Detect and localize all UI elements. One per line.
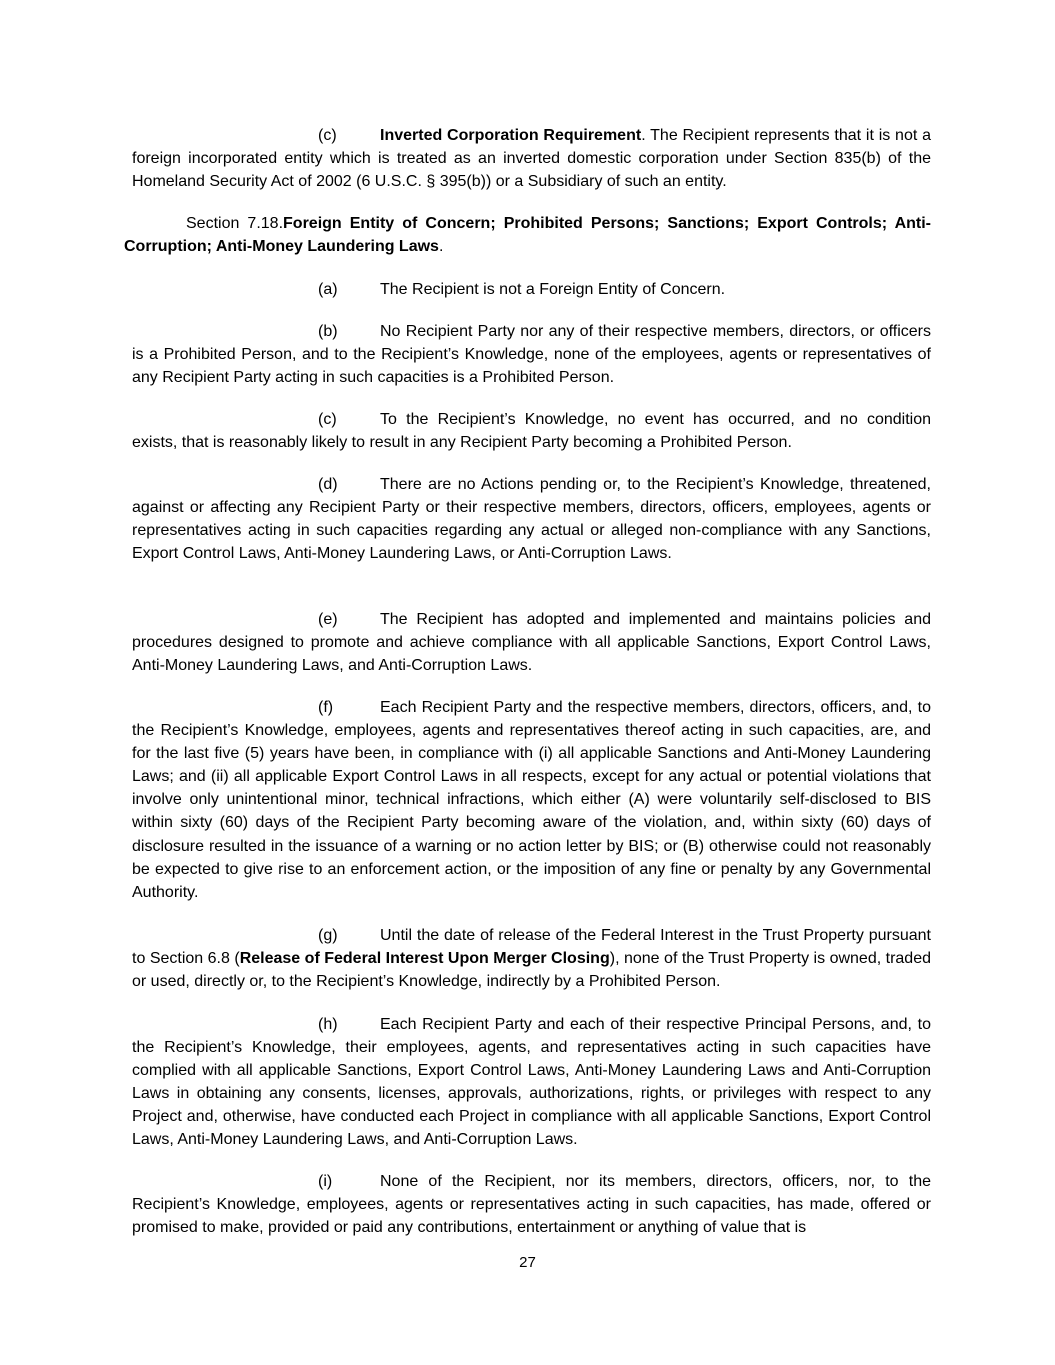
paragraph-d (132, 473, 931, 565)
paragraph-label: (c) (318, 411, 337, 428)
paragraph-c-inverted-corporation (132, 124, 931, 193)
paragraph-b (132, 320, 931, 389)
paragraph-g (132, 924, 931, 993)
paragraph-label: (c) (318, 127, 337, 144)
paragraph-f (132, 696, 931, 904)
paragraph-text-before: Until the date of release of the Federal Interest in the Trust Property pursuant to Section 6.8 ( (132, 927, 931, 968)
paragraph-heading: Inverted Corporation Requirement (380, 127, 642, 144)
section-7-18-heading (124, 212, 931, 258)
paragraph-text: No Recipient Party nor any of their respective members, directors, or officers is a Prohibited Person, and to the Recipient’s Knowledge, none of the employees, agents or representatives of any Recipient Party acting in such capacities is a Prohibited Person. (132, 323, 931, 387)
paragraph-text-after: ), none of the Trust Property is owned, traded or used, directly or, to the Recipient’s Knowledge, indirectly by a Prohibited Person. (132, 950, 932, 991)
paragraph-label: (d) (318, 476, 338, 493)
section-suffix: . (438, 238, 444, 256)
paragraph-text: The Recipient has adopted and implemented and maintains policies and procedures designed to promote and achieve compliance with all applicable Sanctions, Export Control Laws, Anti-Money Laundering Laws, and Anti-Corruption Laws. (132, 611, 931, 675)
paragraph-text: Each Recipient Party and each of their respective Principal Persons, and, to the Recipient’s Knowledge, their employees, agents, and representatives acting in such capacities have complied with all applicable Sanctions, Export Control Laws, Anti-Money Laundering Laws and Anti-Corruption Laws in obtaining any consents, licenses, approvals, authorizations, rights, or privileges with respect to any Project and, otherwise, have conducted each Project in compliance with all applicable Sanctions, Export Control Laws, Anti-Money Laundering Laws, and Anti-Corruption Laws. (132, 1016, 931, 1149)
paragraph-label: (a) (318, 281, 338, 298)
paragraph-label: (e) (318, 611, 338, 628)
paragraph-i (132, 1170, 931, 1239)
paragraph-e (132, 608, 931, 677)
paragraph-text: To the Recipient’s Knowledge, no event has occurred, and no condition exists, that is reasonably likely to result in any Recipient Party becoming a Prohibited Person. (132, 411, 931, 452)
paragraph-label: (h) (318, 1016, 338, 1033)
paragraph-label: (i) (318, 1173, 333, 1190)
paragraph-a (132, 278, 931, 301)
paragraph-label: (f) (318, 699, 334, 716)
paragraph-label: (b) (318, 323, 338, 340)
paragraph-text: None of the Recipient, nor its members, directors, officers, nor, to the Recipient’s Knowledge, employees, agents or representatives acting in such capacities, has made, offered or promised to make, provided or paid any contributions, entertainment or anything of value that is (132, 1173, 931, 1237)
paragraph-text: The Recipient is not a Foreign Entity of Concern. (380, 281, 726, 298)
paragraph-text: Each Recipient Party and the respective members, directors, officers, and, to the Recipient’s Knowledge, employees, agents and representatives thereof acting in such capacities, are, and for the last five (5) years have been, in compliance with (i) all applicable Sanctions and Anti-Money Laundering Laws; and (ii) all applicable Export Control Laws in all respects, except for any actual or potential violations that involve only unintentional minor, technical infractions, which either (A) were voluntarily self-disclosed to BIS within sixty (60) days of the Recipient Party becoming aware of the violation, and, within sixty (60) days of disclosure resulted in the issuance of a warning or no action letter by BIS; or (B) otherwise could not reasonably be expected to give rise to an enforcement action, or the imposition of any fine or penalty by any Governmental Authority. (132, 699, 931, 901)
paragraph-label: (g) (318, 927, 338, 944)
section-title: Foreign Entity of Concern; Prohibited Persons; Sanctions; Export Controls; Anti-Corruption; Anti-Money Laundering Laws (124, 215, 931, 256)
paragraph-c (132, 408, 931, 454)
page-number: 27 (519, 1254, 536, 1271)
section-number: Section 7.18. (186, 215, 284, 232)
paragraph-text: There are no Actions pending or, to the Recipient’s Knowledge, threatened, against or affecting any Recipient Party or their respective members, directors, officers, employees, agents or representatives acting in such capacities regarding any actual or alleged non-compliance with any Sanctions, Export Control Laws, Anti-Money Laundering Laws, or Anti-Corruption Laws. (132, 476, 931, 563)
paragraph-h (132, 1013, 931, 1152)
paragraph-text: . The Recipient represents that it is not a foreign incorporated entity which is treated as an inverted domestic corporation under Section 835(b) of the Homeland Security Act of 2002 (6 U.S.C. § 395(b)) or a Subsidiary of such an entity. (132, 127, 931, 191)
cross-reference-title: Release of Federal Interest Upon Merger Closing (239, 950, 610, 968)
